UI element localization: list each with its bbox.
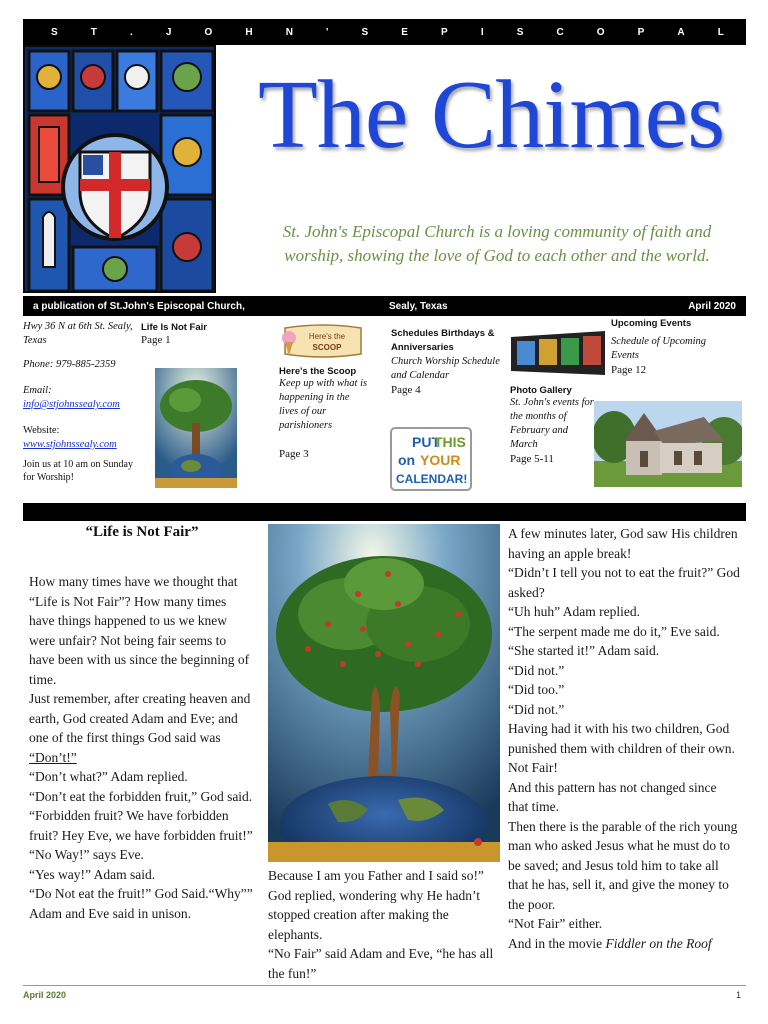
scoop-badge (279, 324, 367, 360)
banner-letter: E (401, 26, 408, 38)
banner-letter: A (677, 26, 685, 38)
article-paragraph: “Did too.” (508, 682, 565, 697)
calendar-sign-image (390, 427, 472, 491)
article-paragraph: Then there is the parable of the rich young man who asked Jesus what he must do to be saved; and Jesus told him to take all that he has, sell it, and give the money to the poor. (508, 818, 738, 912)
banner-letter: P (637, 26, 645, 38)
worship-time: Join us at 10 am on Sunday for Worship! (23, 459, 133, 483)
article-title: “Life is Not Fair” (85, 524, 199, 540)
sign-this: THIS (434, 434, 466, 450)
banner-letter: S (361, 26, 369, 38)
article-paragraph: “Did not.” (508, 662, 565, 678)
toc-upcoming-heading: Upcoming Events (611, 318, 692, 329)
banner-letter: P (441, 26, 448, 38)
article-text: And in the movie (508, 935, 606, 951)
section-divider-bar (23, 503, 746, 521)
issue-date: April 2020 (688, 300, 736, 312)
article-paragraph: “Did not.” (508, 701, 565, 717)
website-link[interactable]: www.stjohnssealy.com (23, 439, 117, 450)
article-paragraph: “The serpent made me do it,” Eve said. (508, 623, 720, 639)
article-paragraph: “No Fair” said Adam and Eve, “he has all the fun!” (268, 946, 494, 981)
article-paragraph: “Not Fair” either. (508, 916, 603, 931)
email-link[interactable]: info@stjohnssealy.com (23, 399, 120, 410)
scoop-badge-line2: SCOOP (312, 343, 342, 352)
movie-title: Fiddler on the Roof (605, 935, 712, 951)
toc-schedules-page: Page 4 (391, 384, 421, 396)
phone: Phone: 979-885-2359 (23, 359, 116, 370)
toc-scoop-heading: Here's the Scoop (279, 366, 357, 377)
article-paragraph: “Do Not eat the fruit!” God Said.“Why”” Adam and Eve said in unison. (29, 886, 253, 921)
toc-scoop-page: Page 3 (279, 448, 309, 460)
article-paragraph: “Don’t what?” Adam replied. (29, 769, 188, 784)
stained-glass-image (23, 45, 216, 293)
article-paragraph: And this pattern has not changed since that time. (508, 779, 717, 814)
toc-gallery-desc: St. John's events for the months of February and March (510, 397, 594, 450)
stained-glass-art (25, 47, 216, 293)
toc-schedules-heading: Schedules Birthdays & Anniversaries (391, 328, 495, 353)
banner-letter: O (596, 26, 605, 38)
article-column-2 (268, 866, 500, 983)
footer-rule (23, 985, 746, 986)
article-paragraph (508, 934, 740, 954)
publisher-text: a publication of St.John's Episcopal Church, (33, 300, 245, 312)
email-label: Email: (23, 385, 52, 396)
film-strip-image (509, 327, 607, 381)
church-photo (594, 401, 742, 487)
article-paragraph: “Forbidden fruit? We have forbidden fruit? Hey Eve, we have forbidden fruit!” (29, 808, 253, 843)
toc-life-page: Page 1 (141, 334, 171, 346)
footer-date: April 2020 (23, 990, 67, 1000)
banner-letter: S (516, 26, 524, 38)
article-column-3 (508, 524, 740, 953)
article-paragraph: A few minutes later, God saw His children having an apple break! (508, 526, 738, 561)
banner-letter: J (165, 26, 172, 38)
location-text: Sealy, Texas (389, 300, 448, 312)
toc-gallery-page: Page 5-11 (510, 453, 554, 465)
page-number: 1 (736, 990, 742, 1000)
article-paragraph: “Didn’t I tell you not to eat the fruit?” God asked? (508, 565, 740, 600)
newsletter-title: The Chimes (258, 61, 725, 169)
toc-gallery-heading: Photo Gallery (510, 385, 572, 396)
banner-letter: N (285, 26, 293, 38)
article-paragraph (29, 689, 255, 767)
sign-calendar: CALENDAR! (396, 472, 468, 486)
sign-your: YOUR (420, 452, 461, 468)
article-paragraph: “She started it!” Adam said. (508, 643, 660, 658)
article-paragraph: Having had it with his two children, God punished them with children of their own. Not Fair! (508, 721, 735, 775)
website-label: Website: (23, 425, 60, 436)
article-paragraph: “Yes way!” Adam said. (29, 866, 156, 882)
toc-life-not-fair[interactable] (141, 322, 251, 347)
article-column-1 (29, 572, 255, 923)
toc-scoop-desc: Keep up with what is happening in the lives of our parishioners (279, 378, 368, 431)
banner-letter: L (717, 26, 724, 38)
scoop-badge-line1: Here's the (308, 332, 346, 341)
article-paragraph: “Uh huh” Adam replied. (508, 604, 640, 619)
banner-letter: . (129, 26, 133, 38)
sign-on: on (398, 452, 416, 468)
contact-info (23, 320, 143, 484)
article-paragraph: “Don’t eat the forbidden fruit,” God said. (29, 788, 253, 804)
toc-scoop[interactable] (279, 366, 371, 461)
toc-life-heading: Life Is Not Fair (141, 322, 207, 333)
banner-letter: C (556, 26, 564, 38)
toc-schedules-desc: Church Worship Schedule and Calendar (391, 356, 500, 381)
banner-letter: I (480, 26, 484, 38)
banner-letter: O (204, 26, 213, 38)
top-banner (23, 19, 746, 45)
banner-letter: H (245, 26, 253, 38)
article-paragraph: “No Way!” says Eve. (29, 847, 144, 862)
toc-upcoming-desc: Schedule of Upcoming Events (611, 336, 707, 361)
banner-letter: S (51, 26, 58, 38)
toc-upcoming[interactable] (611, 318, 736, 377)
article-text: Just remember, after creating heaven and earth, God created Adam and Eve; and one of the first things God said was (29, 691, 251, 745)
sign-put: PUT (412, 434, 440, 450)
dont-underlined: “Don’t!” (29, 749, 77, 765)
banner-letter: ' (326, 26, 329, 38)
toc-gallery[interactable] (510, 385, 594, 466)
tree-thumbnail (155, 368, 237, 488)
article-paragraph: How many times have we thought that “Life is Not Fair”? How many times have things happened to us we knew were unfair? Not being fair seems to have been with us since the beginning of time. (29, 574, 250, 687)
toc-upcoming-page: Page 12 (611, 364, 647, 376)
article-paragraph: Because I am you Father and I said so!” God replied, wondering why He hadn’t stopped creation after making the elephants. (268, 868, 484, 942)
publication-bar (23, 296, 746, 316)
banner-letter: T (90, 26, 97, 38)
address: Hwy 36 N at 6th St. Sealy, Texas (23, 321, 133, 346)
tree-of-life-image (268, 524, 500, 862)
toc-schedules[interactable] (391, 327, 501, 397)
church-tagline: St. John's Episcopal Church is a loving community of faith and worship, showing the love of God to each other and the world. (282, 222, 712, 265)
